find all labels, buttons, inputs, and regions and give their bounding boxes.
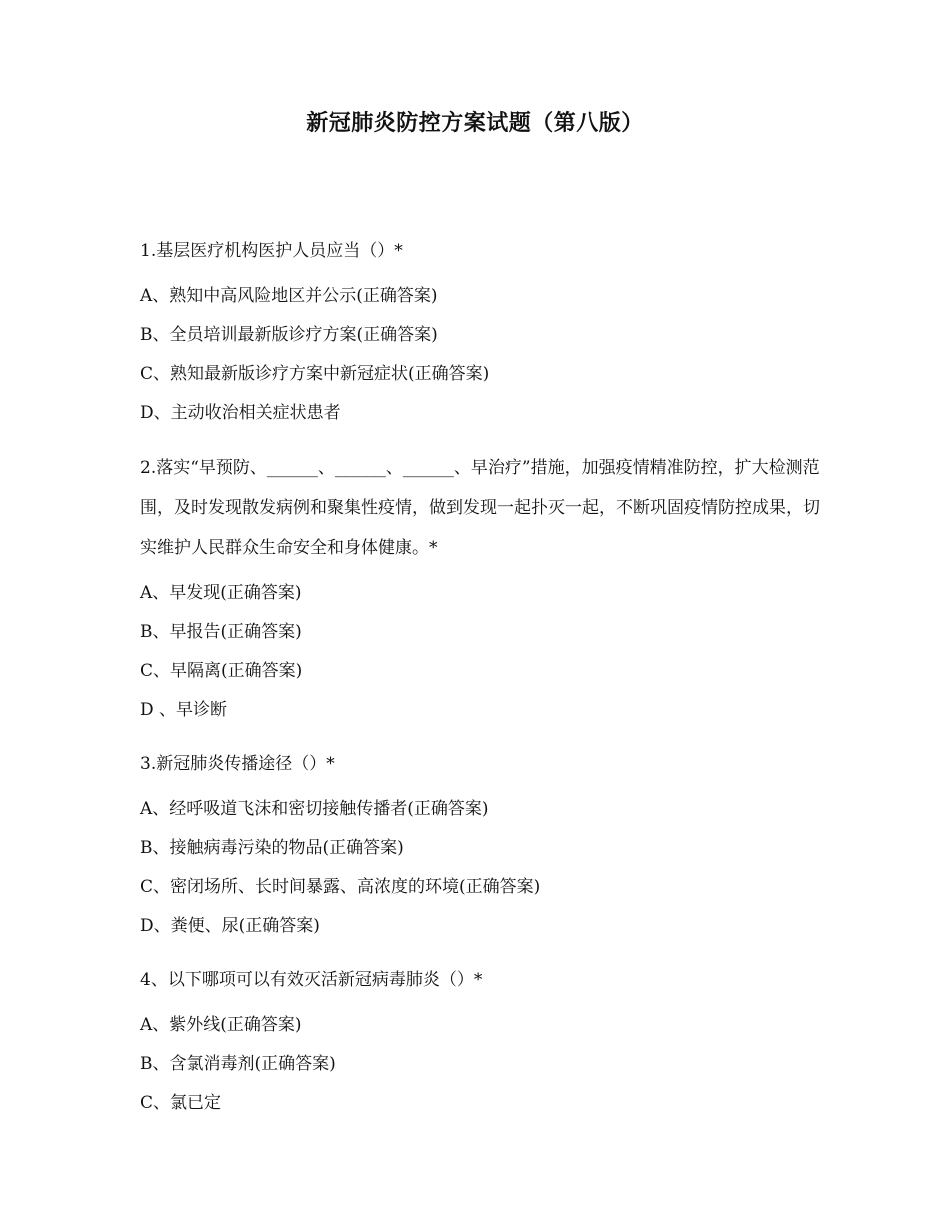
option-a: A、熟知中高风险地区并公示(正确答案) <box>140 286 438 306</box>
option-d: D、粪便、尿(正确答案) <box>140 916 320 936</box>
option-d: D、主动收治相关症状患者 <box>140 403 341 423</box>
question-block-4 <box>140 961 820 1123</box>
question-text: 3.新冠肺炎传播途径（）* <box>140 754 335 774</box>
option-b: B、全员培训最新版诊疗方案(正确答案) <box>140 325 438 345</box>
question-block-3 <box>140 745 820 946</box>
option-a: A、早发现(正确答案) <box>140 583 302 603</box>
question-block-2 <box>140 448 820 730</box>
option-c: C、熟知最新版诊疗方案中新冠症状(正确答案) <box>140 364 490 384</box>
option-d: D 、早诊断 <box>140 700 228 720</box>
option-c: C、早隔离(正确答案) <box>140 661 303 681</box>
option-b: B、早报告(正确答案) <box>140 622 302 642</box>
option-b: B、含氯消毒剂(正确答案) <box>140 1054 336 1074</box>
option-a: A、经呼吸道飞沫和密切接触传播者(正确答案) <box>140 799 489 819</box>
document-title: 新冠肺炎防控方案试题（第八版） <box>306 111 644 136</box>
option-c: C、密闭场所、长时间暴露、高浓度的环境(正确答案) <box>140 877 541 897</box>
question-list <box>140 232 820 1138</box>
question-text: 2.落实“早预防、______、______、______、早治疗”措施，加强疫情精准防控，扩大检测范围，及时发现散发病例和聚集性疫情，做到发现一起扑灭一起，不断巩固疫情防控成果，切实维护人民群众生命安全和身体健康。* <box>140 458 820 558</box>
option-a: A、紫外线(正确答案) <box>140 1015 302 1035</box>
option-c: C、氯已定 <box>140 1093 222 1113</box>
question-text: 1.基层医疗机构医护人员应当（）* <box>140 241 403 261</box>
option-b: B、接触病毒污染的物品(正确答案) <box>140 838 404 858</box>
question-block-1 <box>140 232 820 433</box>
question-text: 4、以下哪项可以有效灭活新冠病毒肺炎（）* <box>140 970 483 990</box>
